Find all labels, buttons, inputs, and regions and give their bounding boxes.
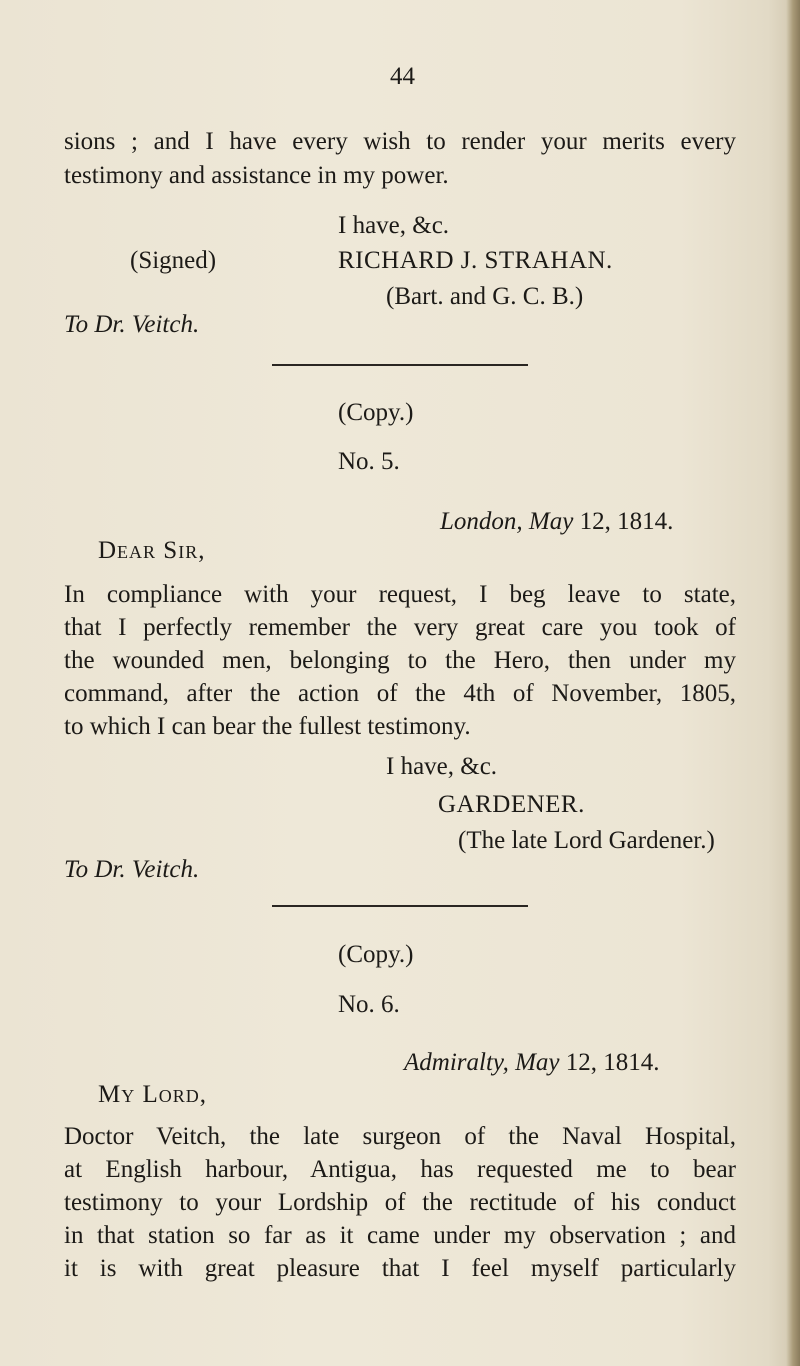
letter2-date: 12, 1814. [579,508,674,535]
continuation-line-1: sions ; and I have every wish to render your merits every [64,128,736,155]
letter3-body-line-3: testimony to your Lordship of the rectitude of his conduct [64,1189,736,1216]
letter1-signed-label: (Signed) [130,247,217,274]
letter2-signer: GARDENER. [438,791,585,818]
letter2-body-line-1: In compliance with your request, I beg leave to state, [64,581,736,608]
continuation-line-2: testimony and assistance in my power. [64,162,449,189]
letter2-closing: I have, &c. [386,753,498,780]
letter3-number: No. 6. [338,991,400,1018]
page-edge [786,0,800,1366]
letter3-body-line-2: at English harbour, Antigua, has requested me to bear [64,1156,736,1183]
letter2-signer-title: (The late Lord Gardener.) [458,827,715,854]
letter2-body-line-3: the wounded men, belonging to the Hero, then under my [64,647,736,674]
letter3-body-line-5: it is with great pleasure that I feel myself particularly [64,1255,736,1282]
letter1-signer-title: (Bart. and G. C. B.) [386,283,584,310]
letter2-copy-label: (Copy.) [338,399,414,426]
section-divider-2 [272,905,528,907]
letter3-place: Admiralty, May [404,1049,560,1076]
letter2-body-line-2: that I perfectly remember the very great care you took of [64,614,736,641]
letter3-body-line-1: Doctor Veitch, the late surgeon of the Naval Hospital, [64,1123,736,1150]
letter1-addressee: To Dr. Veitch. [64,311,200,338]
letter3-body-line-4: in that station so far as it came under my observation ; and [64,1222,736,1249]
letter2-place: London, May [440,508,574,535]
letter2-body-line-4: command, after the action of the 4th of November, 1805, [64,680,736,707]
section-divider-1 [272,364,528,366]
letter1-signer: RICHARD J. STRAHAN. [338,247,613,274]
letter2-number: No. 5. [338,448,400,475]
letter3-date: 12, 1814. [565,1049,660,1076]
letter3-salutation: My Lord, [98,1081,208,1108]
page-number: 44 [390,63,415,90]
letter1-closing: I have, &c. [338,212,450,239]
letter3-copy-label: (Copy.) [338,941,414,968]
letter2-salutation: Dear Sir, [98,537,206,564]
letter2-body-line-5: to which I can bear the fullest testimony. [64,713,471,740]
letter2-addressee: To Dr. Veitch. [64,856,200,883]
